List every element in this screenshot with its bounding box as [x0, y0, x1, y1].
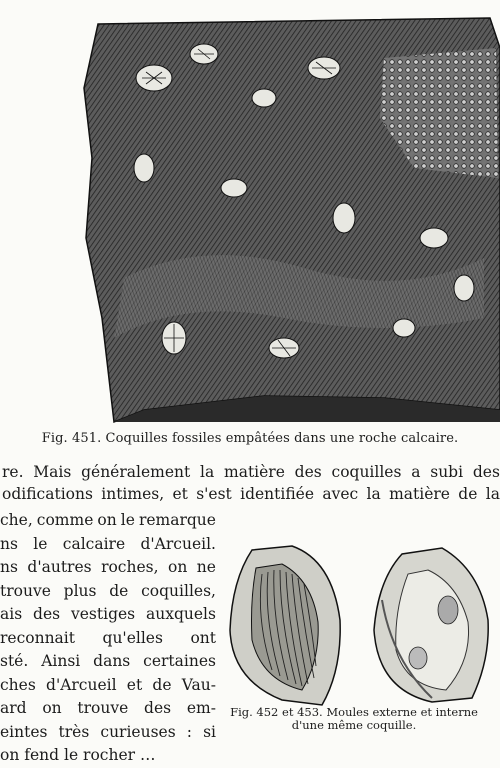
text-line-2	[2, 483, 500, 505]
word: intimes,	[101, 485, 165, 503]
word: odifications	[2, 485, 93, 503]
word: s'est	[196, 485, 232, 503]
text-column	[0, 509, 216, 764]
word: a	[411, 463, 421, 481]
word: des	[472, 463, 500, 481]
word: matière	[224, 463, 285, 481]
column-line: reconnait qu'elles ont	[0, 628, 216, 647]
word: la	[485, 485, 500, 503]
figure-452-453-caption	[208, 706, 500, 732]
word: subi	[430, 463, 464, 481]
column-line: eintes très curieuses : si	[0, 722, 216, 741]
column-line: ais des vestiges auxquels	[0, 605, 216, 623]
word: coquilles	[331, 463, 402, 481]
word: généralement	[81, 463, 191, 481]
word: de	[458, 485, 478, 503]
column-line: ns le calcaire d'Arcueil.	[0, 534, 216, 553]
word: des	[294, 463, 322, 481]
word: Mais	[33, 463, 72, 481]
fossil-rock-engraving	[84, 18, 500, 422]
figure-451-caption: Fig. 451. Coquilles fossiles empâtées dans une roche calcaire.	[41, 431, 459, 446]
caption-line-2: d'une même coquille.	[291, 718, 417, 732]
column-line: che, comme on le remarque	[0, 511, 216, 529]
word: re.	[2, 463, 24, 481]
column-line: sté. Ainsi dans certaines	[0, 652, 216, 670]
column-line: ns d'autres roches, on ne	[0, 558, 216, 576]
column-line: ches d'Arcueil et de Vau-	[0, 675, 216, 694]
word: la	[200, 463, 215, 481]
internal-mold-shell	[374, 548, 488, 702]
column-line: ard on trouve des em-	[0, 699, 216, 717]
word: la	[366, 485, 381, 503]
word: matière	[389, 485, 450, 503]
text-line-1	[2, 461, 500, 483]
word: et	[172, 485, 188, 503]
external-mold-shell	[230, 546, 340, 705]
column-line: trouve plus de coquilles,	[0, 581, 216, 600]
word: avec	[322, 485, 359, 503]
shell-molds-engraving	[222, 540, 500, 710]
word: identifiée	[240, 485, 315, 503]
column-line-partial: on fend le rocher …	[0, 746, 156, 764]
caption-line-1: Fig. 452 et 453. Moules externe et interne	[230, 705, 478, 719]
